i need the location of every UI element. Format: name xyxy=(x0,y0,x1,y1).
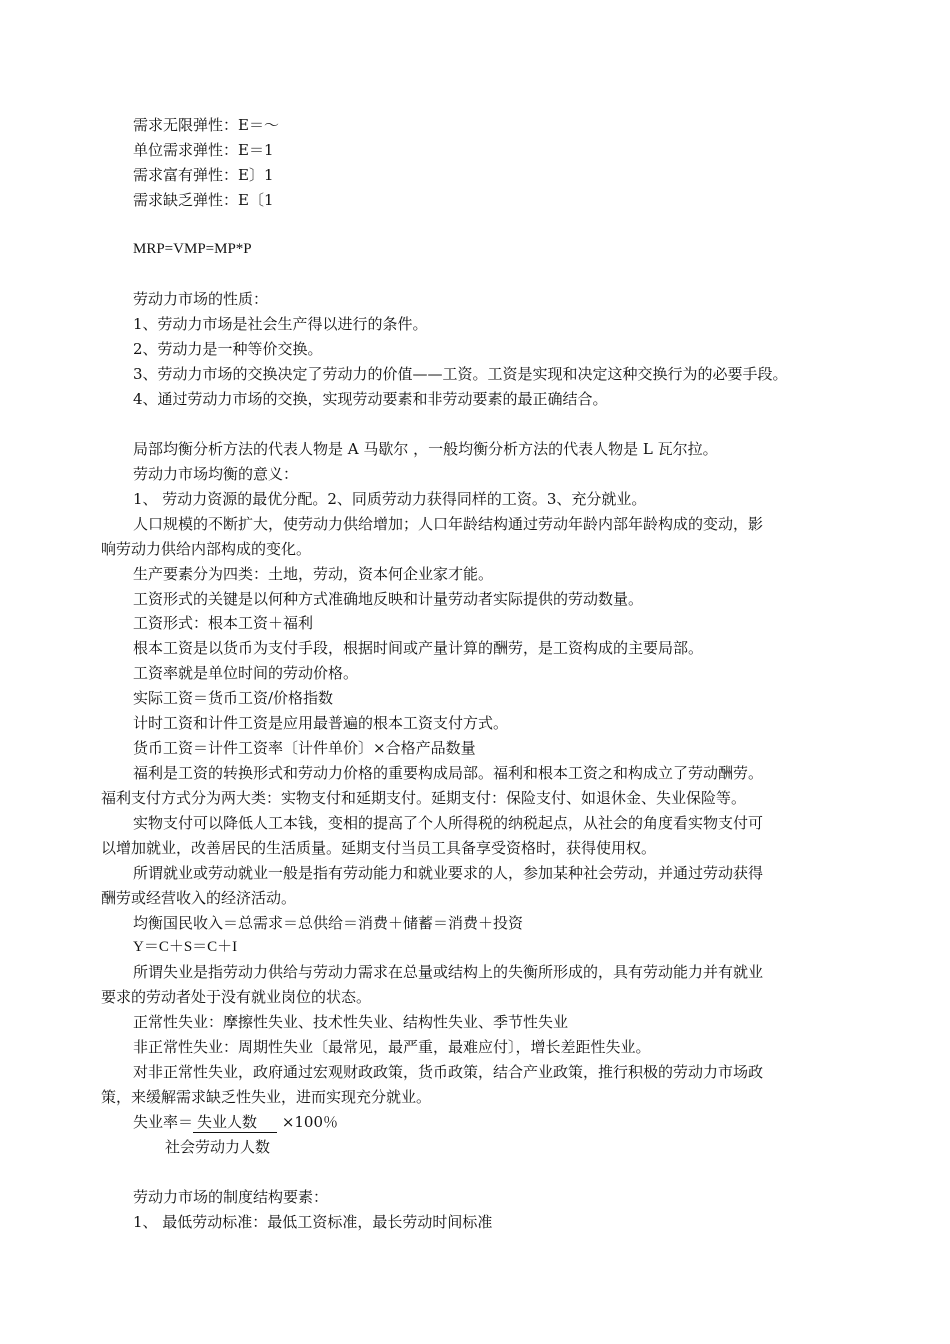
text-line: 单位需求弹性：E＝1 xyxy=(133,141,274,159)
text-line: 需求无限弹性：E＝～ xyxy=(133,116,279,134)
text-line: 需求富有弹性：E〕1 xyxy=(133,166,274,184)
paragraph-line: 工资形式的关键是以何种方式准确地反映和计量劳动者实际提供的劳动数量。 xyxy=(133,590,644,608)
section-heading: 劳动力市场均衡的意义： xyxy=(133,465,299,483)
list-item: 4、通过劳动力市场的交换，实现劳动要素和非劳动要素的最正确结合。 xyxy=(133,390,608,408)
paragraph-line: 对非正常性失业，政府通过宏观财政政策，货币政策，结合产业政策，推行积极的劳动力市场政 xyxy=(133,1063,764,1081)
paragraph-line: 所谓失业是指劳动力供给与劳动力需求在总量或结构上的失衡所形成的，具有劳动能力并有就业 xyxy=(133,963,764,981)
paragraph-line: 福利是工资的转换形式和劳动力价格的重要构成局部。福利和根本工资之和构成立了劳动酬劳。 xyxy=(133,764,764,782)
paragraph-line: 实物支付可以降低人工本钱，变相的提高了个人所得税的纳税起点，从社会的角度看实物支付可 xyxy=(133,814,764,832)
unemployment-rate-formula xyxy=(133,1110,853,1134)
paragraph-line: 生产要素分为四类：土地，劳动，资本何企业家才能。 xyxy=(133,565,494,583)
list-item: 1、 最低劳动标准：最低工资标准，最长劳动时间标准 xyxy=(133,1213,493,1231)
section-heading: 劳动力市场的制度结构要素： xyxy=(133,1188,329,1206)
list-item: 2、劳动力是一种等价交换。 xyxy=(133,340,323,358)
paragraph-line: 货币工资＝计件工资率〔计件单价〕×合格产品数量 xyxy=(133,739,476,757)
paragraph-line: 均衡国民收入＝总需求＝总供给＝消费＋储蓄＝消费＋投资 xyxy=(133,914,524,932)
paragraph-line: 酬劳或经营收入的经济活动。 xyxy=(101,889,297,907)
paragraph-line: 实际工资＝货币工资/价格指数 xyxy=(133,689,334,707)
formula-numerator: 失业人数 xyxy=(193,1112,277,1133)
paragraph-line: 正常性失业：摩擦性失业、技术性失业、结构性失业、季节性失业 xyxy=(133,1013,569,1031)
paragraph-line: 策，来缓解需求缺乏性失业，进而实现充分就业。 xyxy=(101,1088,432,1106)
paragraph-line: 所谓就业或劳动就业一般是指有劳动能力和就业要求的人，参加某种社会劳动，并通过劳动获得 xyxy=(133,864,764,882)
paragraph-line: 要求的劳动者处于没有就业岗位的状态。 xyxy=(101,988,372,1006)
paragraph-line: 根本工资是以货币为支付手段，根据时间或产量计算的酬劳，是工资构成的主要局部。 xyxy=(133,639,704,657)
text-line: 局部均衡分析方法的代表人物是 A 马歇尔 ，一般均衡分析方法的代表人物是 L 瓦尔拉。 xyxy=(133,440,718,458)
list-item: 1、 劳动力资源的最优分配。2、同质劳动力获得同样的工资。3、充分就业。 xyxy=(133,490,647,508)
paragraph-line: 响劳动力供给内部构成的变化。 xyxy=(101,540,312,558)
formula-label: 失业率＝ xyxy=(133,1113,194,1131)
list-item: 1、劳动力市场是社会生产得以进行的条件。 xyxy=(133,315,428,333)
paragraph-line: 计时工资和计件工资是应用最普遍的根本工资支付方式。 xyxy=(133,714,509,732)
paragraph-line: 以增加就业，改善居民的生活质量。延期支付当员工具备享受资格时，获得使用权。 xyxy=(101,839,657,857)
text-line: 需求缺乏弹性：E〔1 xyxy=(133,191,274,209)
formula-denominator: 社会劳动力人数 xyxy=(165,1138,271,1156)
paragraph-line: 非正常性失业：周期性失业〔最常见，最严重，最难应付〕，增长差距性失业。 xyxy=(133,1038,651,1056)
paragraph-line: 人口规模的不断扩大，使劳动力供给增加；人口年龄结构通过劳动年龄内部年龄构成的变动，影 xyxy=(133,515,764,533)
section-heading: 劳动力市场的性质： xyxy=(133,290,269,308)
formula-suffix: ×100％ xyxy=(281,1113,339,1131)
formula-line: MRP=VMP=MP*P xyxy=(133,241,252,257)
list-item: 3、劳动力市场的交换决定了劳动力的价值——工资。工资是实现和决定这种交换行为的必要手段。 xyxy=(133,365,788,383)
paragraph-line: 工资率就是单位时间的劳动价格。 xyxy=(133,664,359,682)
paragraph-line: 福利支付方式分为两大类：实物支付和延期支付。延期支付：保险支付、如退休金、失业保险等。 xyxy=(101,789,747,807)
paragraph-line: 工资形式：根本工资＋福利 xyxy=(133,614,314,632)
formula-line: Y＝C＋S＝C＋I xyxy=(133,939,238,955)
